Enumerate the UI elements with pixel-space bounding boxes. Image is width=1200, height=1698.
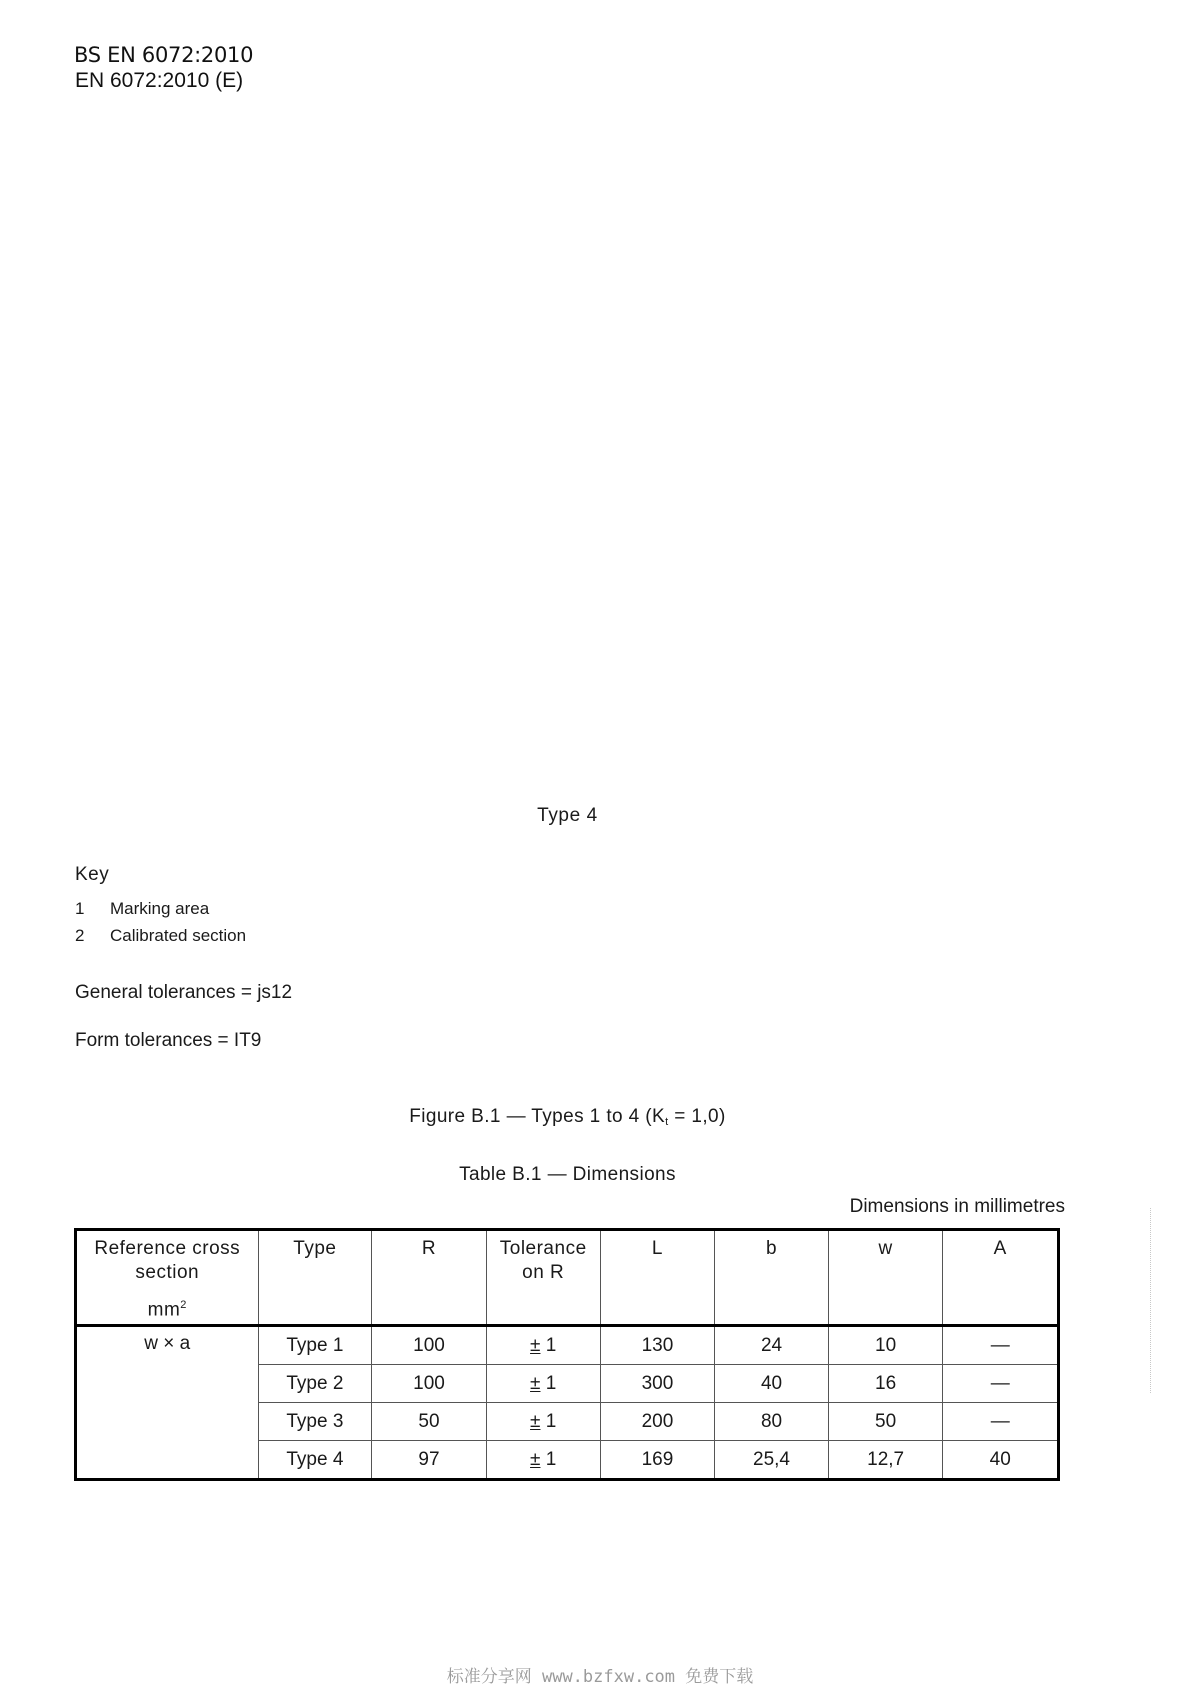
cell-type: Type 4: [258, 1441, 372, 1480]
header-b: b: [715, 1230, 829, 1326]
units-note: Dimensions in millimetres: [849, 1196, 1065, 1217]
header-tolerance-on-r: [486, 1230, 600, 1326]
header-unit: [77, 1293, 258, 1322]
cell-r: 50: [372, 1403, 487, 1441]
table-row: [76, 1326, 1059, 1365]
reference-cross-section-value: w × a: [76, 1326, 259, 1480]
plus-minus-sign: ±: [530, 1410, 541, 1432]
cell-a: 40: [943, 1441, 1059, 1480]
dimensions-table: [74, 1228, 1060, 1481]
figure-caption: [0, 1106, 1135, 1128]
tolerance-value: 1: [540, 1334, 557, 1356]
cell-l: 130: [600, 1326, 715, 1365]
figure-caption-subscript: t: [665, 1116, 669, 1128]
key-item-number: 2: [75, 926, 85, 945]
header-text: on R: [522, 1262, 565, 1283]
header-type: Type: [258, 1230, 372, 1326]
table-caption: Table B.1 — Dimensions: [459, 1164, 676, 1185]
header-text: Tolerance: [499, 1238, 587, 1259]
cell-l: 169: [600, 1441, 715, 1480]
header-reference-cross-section: [76, 1230, 259, 1326]
cell-type: Type 2: [258, 1365, 372, 1403]
cell-w: 50: [828, 1403, 943, 1441]
cell-w: 16: [828, 1365, 943, 1403]
header-l: L: [600, 1230, 715, 1326]
figure-caption-prefix: Figure B.1 — Types 1 to 4 (K: [409, 1106, 666, 1127]
header-r: R: [372, 1230, 487, 1326]
tolerance-value: 1: [540, 1410, 557, 1432]
header-w: w: [828, 1230, 943, 1326]
key-item: [75, 899, 209, 919]
cell-a: —: [943, 1326, 1059, 1365]
key-item-number: 1: [75, 899, 85, 918]
header-text: Reference cross: [94, 1238, 241, 1259]
cell-b: 24: [715, 1326, 829, 1365]
cell-a: —: [943, 1365, 1059, 1403]
table-header-row: [76, 1230, 1059, 1326]
plus-minus-sign: ±: [530, 1334, 541, 1356]
key-item: [75, 926, 246, 946]
key-item-label: Marking area: [110, 899, 210, 918]
cell-b: 25,4: [715, 1441, 829, 1480]
cell-r: 100: [372, 1326, 487, 1365]
cell-type: Type 1: [258, 1326, 372, 1365]
document-standard-number-en: EN 6072:2010 (E): [75, 69, 244, 92]
cell-tolerance: [486, 1365, 600, 1403]
cell-tolerance: [486, 1403, 600, 1441]
cell-tolerance: [486, 1441, 600, 1480]
header-text: section: [135, 1262, 200, 1283]
general-tolerances: General tolerances = js12: [75, 982, 293, 1003]
figure-caption-suffix: = 1,0): [668, 1106, 726, 1127]
cell-l: 200: [600, 1403, 715, 1441]
unit-text: mm: [147, 1299, 181, 1321]
cell-a: —: [943, 1403, 1059, 1441]
key-item-label: Calibrated section: [110, 926, 247, 945]
plus-minus-sign: ±: [530, 1448, 541, 1470]
cell-r: 100: [372, 1365, 487, 1403]
cell-w: 12,7: [828, 1441, 943, 1480]
watermark-footer: 标准分享网 www.bzfxw.com 免费下载: [446, 1667, 754, 1687]
scan-artifact-line: [1150, 1208, 1151, 1393]
document-standard-number: BS EN 6072:2010: [74, 43, 254, 67]
cell-b: 80: [715, 1403, 829, 1441]
tolerance-value: 1: [540, 1372, 557, 1394]
key-title: Key: [75, 864, 110, 885]
unit-superscript: 2: [180, 1299, 187, 1311]
header-a: A: [943, 1230, 1059, 1326]
figure-sub-label: Type 4: [537, 805, 598, 826]
cell-type: Type 3: [258, 1403, 372, 1441]
tolerance-value: 1: [540, 1448, 557, 1470]
cell-r: 97: [372, 1441, 487, 1480]
cell-w: 10: [828, 1326, 943, 1365]
form-tolerances: Form tolerances = IT9: [75, 1030, 262, 1051]
cell-tolerance: [486, 1326, 600, 1365]
plus-minus-sign: ±: [530, 1372, 541, 1394]
cell-b: 40: [715, 1365, 829, 1403]
cell-l: 300: [600, 1365, 715, 1403]
